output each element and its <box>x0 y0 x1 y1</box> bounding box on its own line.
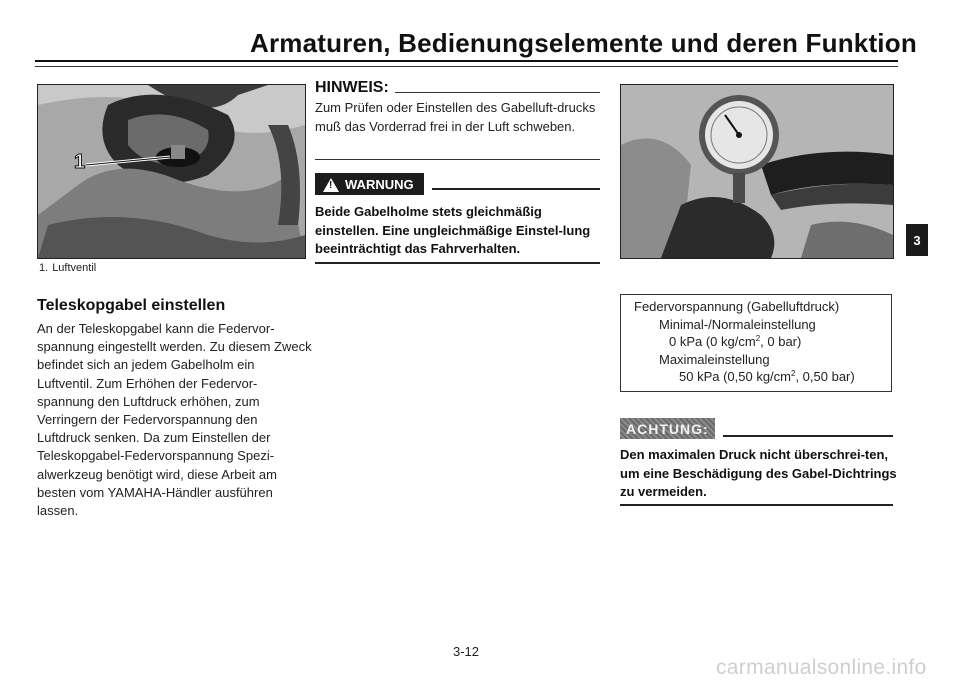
title-rule <box>35 60 898 62</box>
chapter-tab: 3 <box>906 224 928 256</box>
caution-heading-line <box>723 435 893 437</box>
warning-text: Beide Gabelholme stets gleichmäßig einstellen. Eine ungleichmäßige Einstel-lung beeinträchtigt das Fahrverhalten. <box>315 204 591 256</box>
caption-text: Luftventil <box>52 262 97 274</box>
note-label: HINWEIS: <box>315 79 389 96</box>
caution-badge: ACHTUNG: <box>620 418 715 439</box>
spec-min-value <box>621 333 891 351</box>
note-heading <box>315 79 600 97</box>
spec-min-value-b: , 0 bar) <box>760 334 802 349</box>
section-body: An der Teleskopgabel kann die Federvor-spannung eingestellt werden. Zu diesem Zweck befindet sich an jedem Gabelholm ein Luftventil. Zum Erhöhen der Federvor-spannung den Luftdruck erhöhen, zum Verringern der Federvorspannung den Luftdruck senken. Da zum Einstellen der Teleskopgabel-Federvorspannung Spezi-alwerkzeug benötigt wird, diese Arbeit am besten vom YAMAHA-Händler ausführen lassen. <box>37 321 312 519</box>
title-rule-thin <box>35 66 898 67</box>
warning-rule <box>315 262 600 264</box>
caution-heading <box>620 418 893 439</box>
warning-label: WARNUNG <box>345 177 414 192</box>
callout-number: 1 <box>74 151 86 173</box>
page-title: Armaturen, Bedienungselemente und deren Funktion <box>250 28 917 58</box>
page-number: 3-12 <box>453 644 480 659</box>
spec-box <box>620 294 892 392</box>
photo-pressure-gauge <box>620 84 894 259</box>
caution-rule <box>620 504 893 506</box>
note-rule <box>315 159 600 160</box>
photo-air-valve <box>37 84 306 259</box>
warning-heading <box>315 173 600 195</box>
spec-title: Federvorspannung (Gabelluftdruck) <box>634 299 840 314</box>
spec-min-value-sup: 2 <box>755 334 761 343</box>
spec-max-value-a: 50 kPa (0,50 kg/cm <box>679 369 791 384</box>
section-title: Teleskopgabel einstellen <box>37 297 226 314</box>
spec-max-value <box>621 368 891 386</box>
note-text: Zum Prüfen oder Einstellen des Gabelluft-drucks muß das Vorderrad frei in der Luft schweben. <box>315 100 596 134</box>
warning-heading-line <box>432 188 600 190</box>
figure-caption <box>39 262 96 274</box>
note-heading-line <box>395 92 600 93</box>
spec-max-value-b: , 0,50 bar) <box>795 369 855 384</box>
spec-min-label: Minimal-/Normaleinstellung <box>659 316 816 332</box>
warning-badge <box>315 173 424 195</box>
caption-number: 1. <box>39 262 49 274</box>
caution-text: Den maximalen Druck nicht überschrei-ten, um eine Beschädigung des Gabel-Dichtrings zu vermeiden. <box>620 447 897 499</box>
spec-max-label: Maximaleinstellung <box>659 351 770 367</box>
spec-max-value-sup: 2 <box>791 369 796 378</box>
warning-triangle-icon <box>323 178 339 192</box>
spec-min-value-a: 0 kPa (0 kg/cm <box>669 334 756 349</box>
watermark: carmanualsonline.info <box>716 656 927 679</box>
